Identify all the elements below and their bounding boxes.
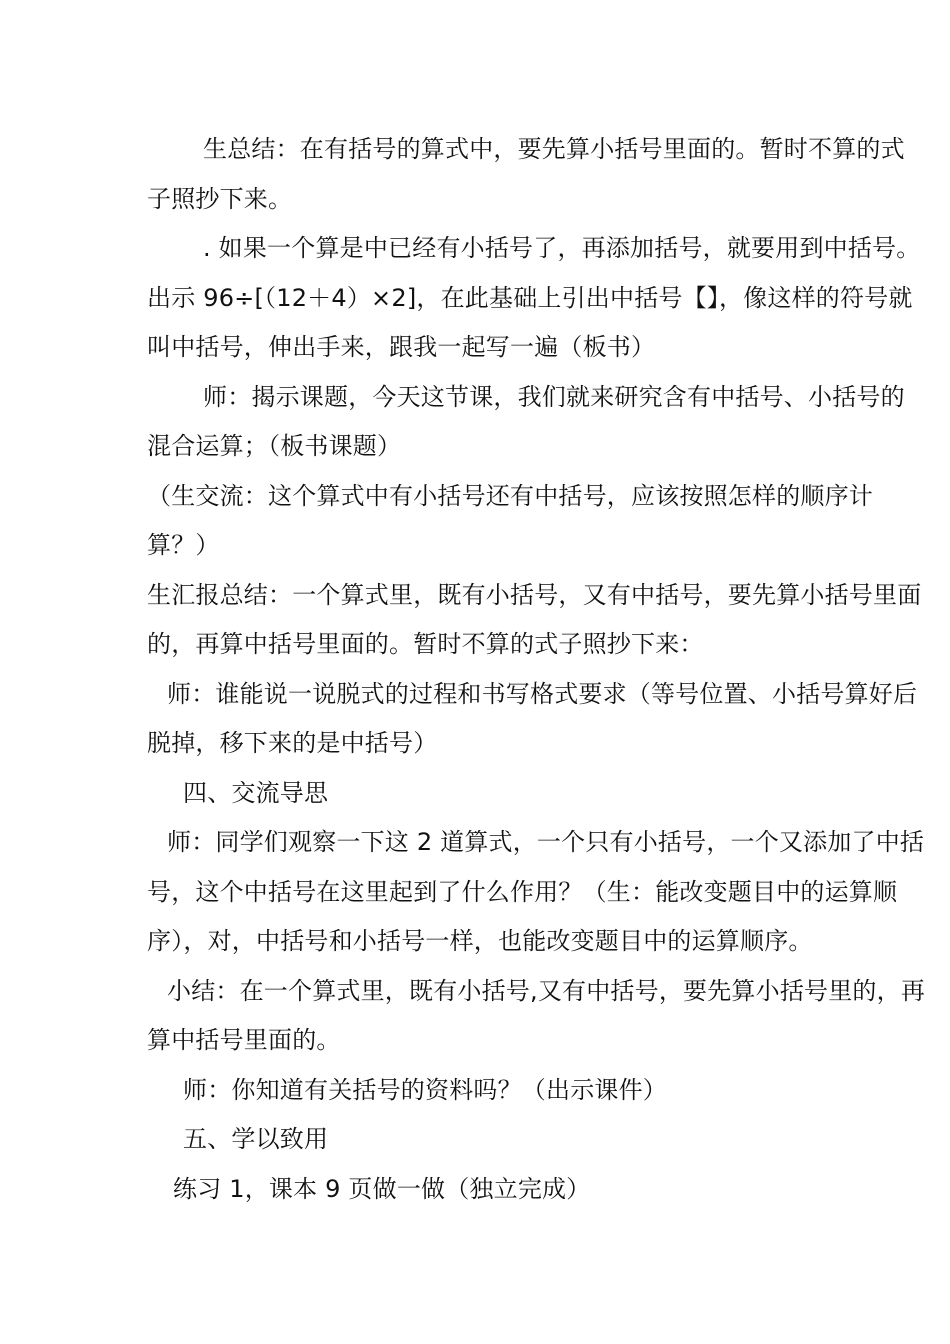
paragraph-teacher-format: 师：谁能说一说脱式的过程和书写格式要求（等号位置、小括号算好后脱掉，移下来的是中括号） [147, 679, 918, 757]
paragraph-student-summary-1: 生总结：在有括号的算式中，要先算小括号里面的。暂时不算的式子照抄下来。 [147, 135, 905, 213]
document-body [147, 125, 927, 1214]
paragraph-exercise: 练习 1，课本 9 页做一做（独立完成） [173, 1174, 591, 1203]
paragraph-summary: 小结：在一个算式里，既有小括号,又有中括号，要先算小括号里的，再算中括号里面的。 [147, 976, 926, 1054]
section-heading-five: 五、学以致用 [183, 1125, 329, 1153]
paragraph-teacher-materials: 师：你知道有关括号的资料吗？（出示课件） [183, 1075, 667, 1104]
section-heading-four: 四、交流导思 [183, 778, 329, 807]
paragraph-student-discussion: （生交流：这个算式中有小括号还有中括号，应该按照怎样的顺序计算？） [147, 481, 873, 559]
paragraph-teacher-observe: 师：同学们观察一下这 2 道算式，一个只有小括号，一个又添加了中括号，这个中括号在这里起到了什么作用？（生：能改变题目中的运算顺序），对，中括号和小括号一样，也能改变题目中的运算顺序。 [147, 828, 925, 955]
paragraph-middle-bracket-intro: . 如果一个算是中已经有小括号了，再添加括号，就要用到中括号。出示 96÷[（12＋4）×2]，在此基础上引出中括号【】，像这样的符号就叫中括号，伸出手来，跟我一起写一遍（板书） [147, 234, 921, 361]
paragraph-student-report: 生汇报总结：一个算式里，既有小括号，又有中括号，要先算小括号里面的，再算中括号里面的。暂时不算的式子照抄下来： [147, 580, 922, 658]
paragraph-teacher-topic: 师：揭示课题，今天这节课，我们就来研究含有中括号、小括号的混合运算；（板书课题） [147, 382, 905, 460]
